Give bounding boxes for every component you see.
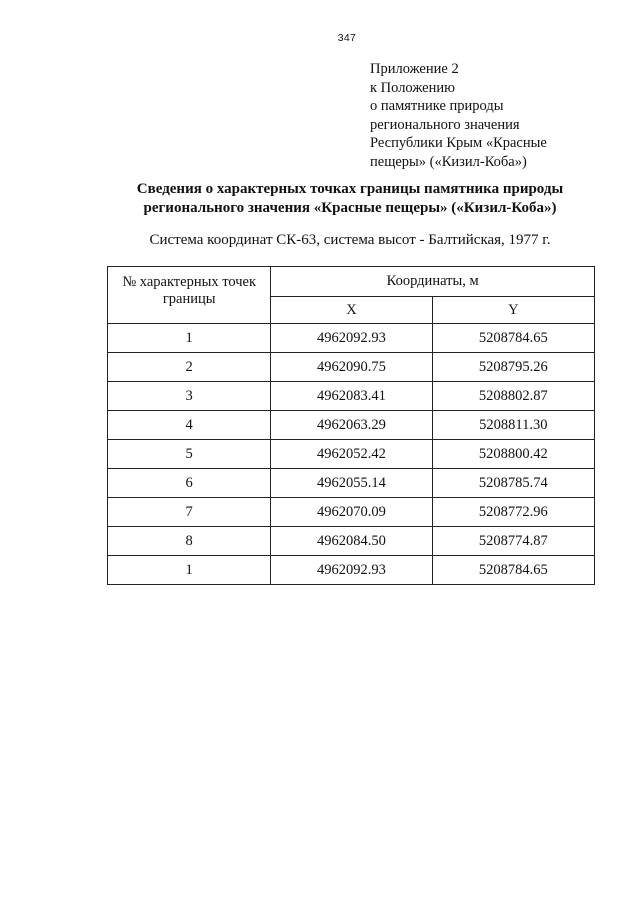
appendix-line: Приложение 2 [370, 61, 459, 77]
header-point-number [108, 267, 271, 324]
coord-y: 5208811.30 [432, 411, 594, 440]
table-row [108, 498, 595, 527]
point-number: 7 [108, 498, 271, 527]
header-point-line-1: № характерных точек [122, 274, 256, 290]
coord-x: 4962063.29 [271, 411, 432, 440]
table-row [108, 440, 595, 469]
appendix-line: регионального значения [370, 116, 520, 133]
coord-x: 4962055.14 [271, 469, 432, 498]
appendix-line: пещеры» («Кизил-Коба») [370, 153, 527, 170]
coord-y: 5208774.87 [432, 527, 594, 556]
table-row [108, 411, 595, 440]
point-number: 3 [108, 382, 271, 411]
table-row [108, 353, 595, 382]
header-coordinates: Координаты, м [271, 267, 595, 297]
coord-x: 4962083.41 [271, 382, 432, 411]
page-number: 347 [337, 32, 357, 44]
coord-y: 5208785.74 [432, 469, 594, 498]
coordinate-system-note: Система координат СК-63, система высот - Балтийская, 1977 г. [149, 232, 551, 248]
point-number: 1 [108, 324, 271, 353]
appendix-line: к Положению [370, 79, 455, 96]
coord-y: 5208784.65 [432, 324, 594, 353]
coord-y: 5208784.65 [432, 556, 594, 585]
coord-y: 5208795.26 [432, 353, 594, 382]
coord-x: 4962070.09 [271, 498, 432, 527]
table-row [108, 556, 595, 585]
appendix-line: Республики Крым «Красные [370, 135, 547, 151]
point-number: 5 [108, 440, 271, 469]
coord-x: 4962090.75 [271, 353, 432, 382]
table-row [108, 382, 595, 411]
coord-x: 4962052.42 [271, 440, 432, 469]
document-title [100, 180, 600, 218]
coordinates-table [107, 266, 595, 585]
table-row [108, 324, 595, 353]
coord-x: 4962092.93 [271, 324, 432, 353]
point-number: 6 [108, 469, 271, 498]
title-line-2: регионального значения «Красные пещеры» («Кизил-Коба») [143, 200, 557, 216]
coord-y: 5208772.96 [432, 498, 594, 527]
header-x: X [271, 297, 432, 324]
point-number: 8 [108, 527, 271, 556]
coord-y: 5208800.42 [432, 440, 594, 469]
header-y: Y [432, 297, 594, 324]
header-point-line-2: границы [162, 291, 216, 307]
coord-x: 4962084.50 [271, 527, 432, 556]
coord-x: 4962092.93 [271, 556, 432, 585]
point-number: 4 [108, 411, 271, 440]
table-row [108, 469, 595, 498]
title-line-1: Сведения о характерных точках границы памятника природы [136, 181, 564, 197]
point-number: 1 [108, 556, 271, 585]
appendix-line: о памятнике природы [370, 98, 504, 114]
appendix-note [370, 60, 547, 171]
coord-y: 5208802.87 [432, 382, 594, 411]
table-row [108, 527, 595, 556]
point-number: 2 [108, 353, 271, 382]
